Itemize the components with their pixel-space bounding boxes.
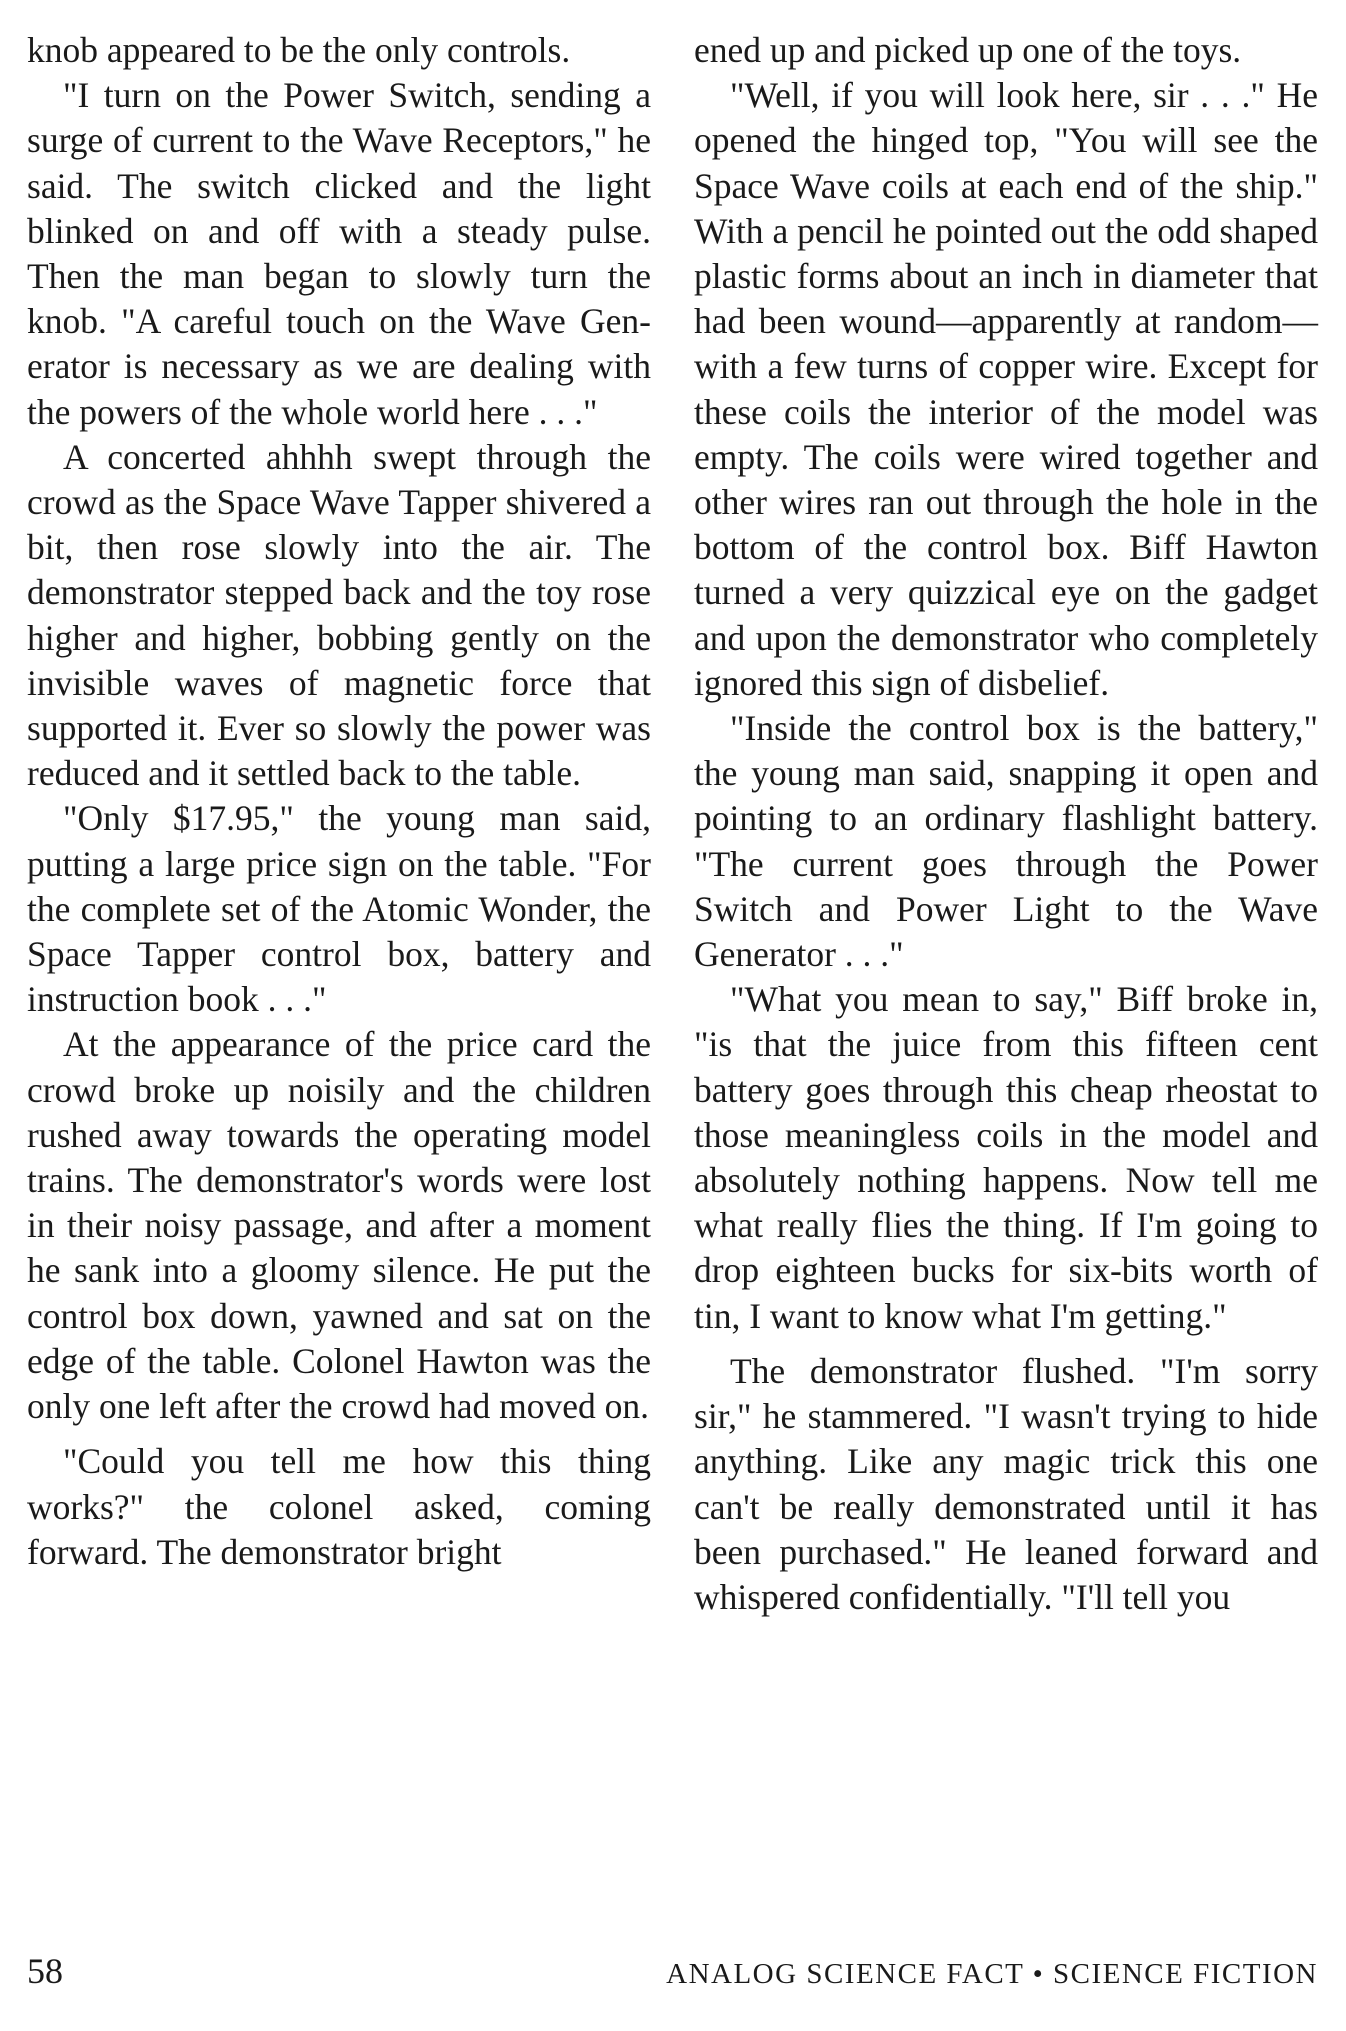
- paragraph: "I turn on the Power Switch, sending a surge of current to the Wave Receptors," he said. The switch clicked and the light blinked on and off with a steady pulse. Then the man began to slowly turn the knob. "A careful touch on the Wave Generator is necessary as we are dealing with the powers of the whole world here . . .": [27, 75, 651, 432]
- page-footer: [27, 1950, 1318, 1996]
- paragraph: "What you mean to say," Biff broke in, "is that the juice from this fifteen cent battery goes through this cheap rheostat to those meaningless coils in the model and absolutely nothing happens. Now tell me what really flies the thing. If I'm going to drop eighteen bucks for six-bits worth of tin, I want to know what I'm getting.": [694, 979, 1318, 1336]
- paragraph: knob appeared to be the only controls.: [27, 30, 571, 70]
- running-title: ANALOG SCIENCE FACT • SCIENCE FICTION: [666, 1958, 1318, 1990]
- right-text-column: [694, 28, 1318, 1620]
- paragraph: "Could you tell me how this thing works?" the colonel asked, coming forward. The demonstrator bright: [27, 1441, 651, 1572]
- paragraph: "Inside the control box is the battery," the young man said, snapping it open and pointing to an ordinary flashlight battery. "The current goes through the Power Switch and Power Light to the Wave Generator . . .": [694, 708, 1318, 975]
- paragraph: A concerted ahhhh swept through the crowd as the Space Wave Tapper shivered a bit, then rose slowly into the air. The demonstrator stepped back and the toy rose higher and higher, bobbing gently on the invisible waves of magnetic force that supported it. Ever so slowly the power was reduced and it settled back to the table.: [27, 436, 651, 794]
- left-text-column: [27, 28, 651, 1575]
- paragraph: At the appearance of the price card the crowd broke up noisily and the children rushed away towards the operating model trains. The demonstrator's words were lost in their noisy passage, and after a moment he sank into a gloomy silence. He put the control box down, yawned and sat on the edge of the table. Colonel Hawton was the only one left after the crowd had moved on.: [27, 1024, 651, 1427]
- paragraph: "Well, if you will look here, sir . . ." He opened the hinged top, "You will see the Space Wave coils at each end of the ship." With a pencil he pointed out the odd shaped plastic forms about an inch in diameter that had been wound—apparently at random—with a few turns of copper wire. Except for these coils the interior of the model was empty. The coils were wired together and other wires ran out through the hole in the bottom of the control box. Biff Hawton turned a very quizzical eye on the gadget and upon the demonstrator who completely ignored this sign of disbelief.: [694, 75, 1318, 703]
- paragraph: ened up and picked up one of the toys.: [694, 30, 1242, 70]
- paragraph: "Only $17.95," the young man said, putting a large price sign on the table. "For the complete set of the Atomic Wonder, the Space Tapper control box, battery and instruction book . . .": [27, 798, 651, 1020]
- page-number: 58: [27, 1951, 63, 1991]
- paragraph: The demonstrator flushed. "I'm sorry sir," he stammered. "I wasn't trying to hide anything. Like any magic trick this one can't be really demonstrated until it has been purchased." He leaned forward and whispered confidentially. "I'll tell you: [694, 1350, 1318, 1617]
